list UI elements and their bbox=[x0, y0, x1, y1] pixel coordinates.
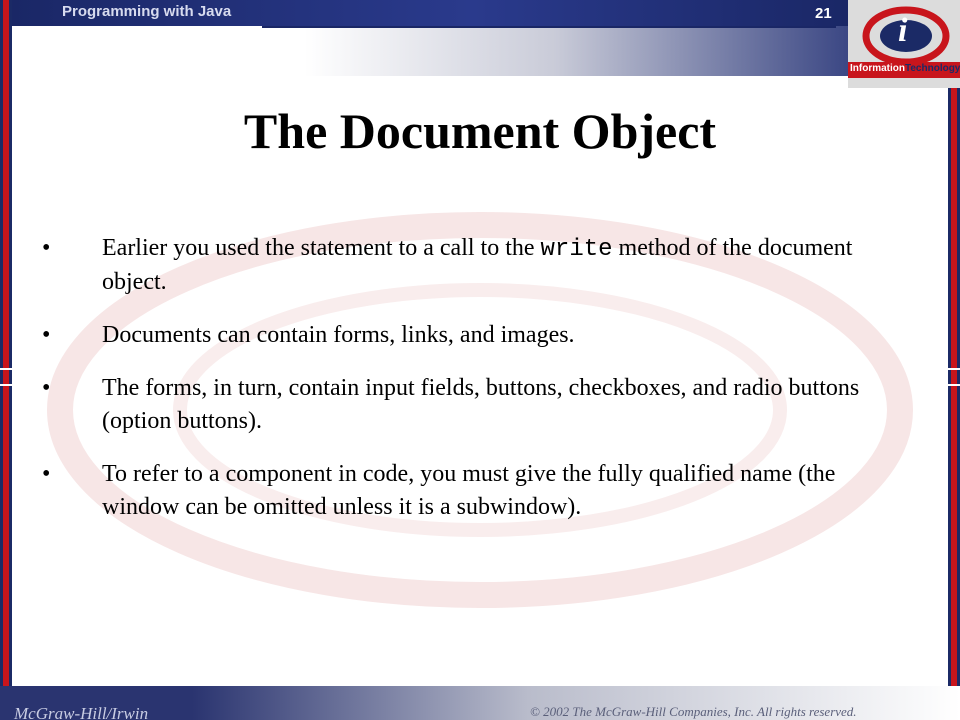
publisher-label: McGraw-Hill/Irwin bbox=[14, 704, 149, 720]
information-technology-logo bbox=[848, 0, 960, 88]
right-frame-tick bbox=[948, 384, 960, 386]
left-frame-tick bbox=[0, 384, 12, 386]
bullet-text: Earlier you used the statement to a call to the bbox=[102, 235, 541, 261]
bullet-marker: • bbox=[42, 322, 51, 348]
list-item bbox=[38, 372, 898, 438]
bullet-text: Documents can contain forms, links, and images. bbox=[102, 322, 575, 348]
page-number: 21 bbox=[815, 5, 832, 22]
logo-wordmark bbox=[850, 63, 960, 74]
slide-title: The Document Object bbox=[243, 103, 717, 159]
course-title: Programming with Java bbox=[62, 3, 232, 20]
code-keyword: write bbox=[540, 236, 613, 263]
header-divider bbox=[262, 26, 836, 28]
bullet-list bbox=[38, 232, 898, 544]
list-item bbox=[38, 232, 898, 299]
logo-brand-part1: Information bbox=[850, 63, 905, 74]
bullet-text: To refer to a component in code, you must give the fully qualified name (the window can be omitted unless it is a subwindow). bbox=[102, 461, 836, 520]
bullet-marker: • bbox=[42, 461, 51, 487]
list-item bbox=[38, 319, 898, 352]
logo-brand-part2: Technology bbox=[905, 63, 960, 74]
copyright-notice: © 2002 The McGraw-Hill Companies, Inc. All rights reserved. bbox=[530, 704, 857, 719]
bullet-text: The forms, in turn, contain input fields, buttons, checkboxes, and radio buttons (option buttons). bbox=[102, 375, 860, 434]
list-item bbox=[38, 458, 898, 524]
bullet-marker: • bbox=[42, 375, 51, 401]
right-frame-tick bbox=[948, 368, 960, 370]
bullet-marker: • bbox=[42, 235, 51, 261]
bullet-text-cont: method of the document object. bbox=[102, 235, 853, 295]
logo-letter: i bbox=[898, 12, 908, 49]
left-frame-tick bbox=[0, 368, 12, 370]
